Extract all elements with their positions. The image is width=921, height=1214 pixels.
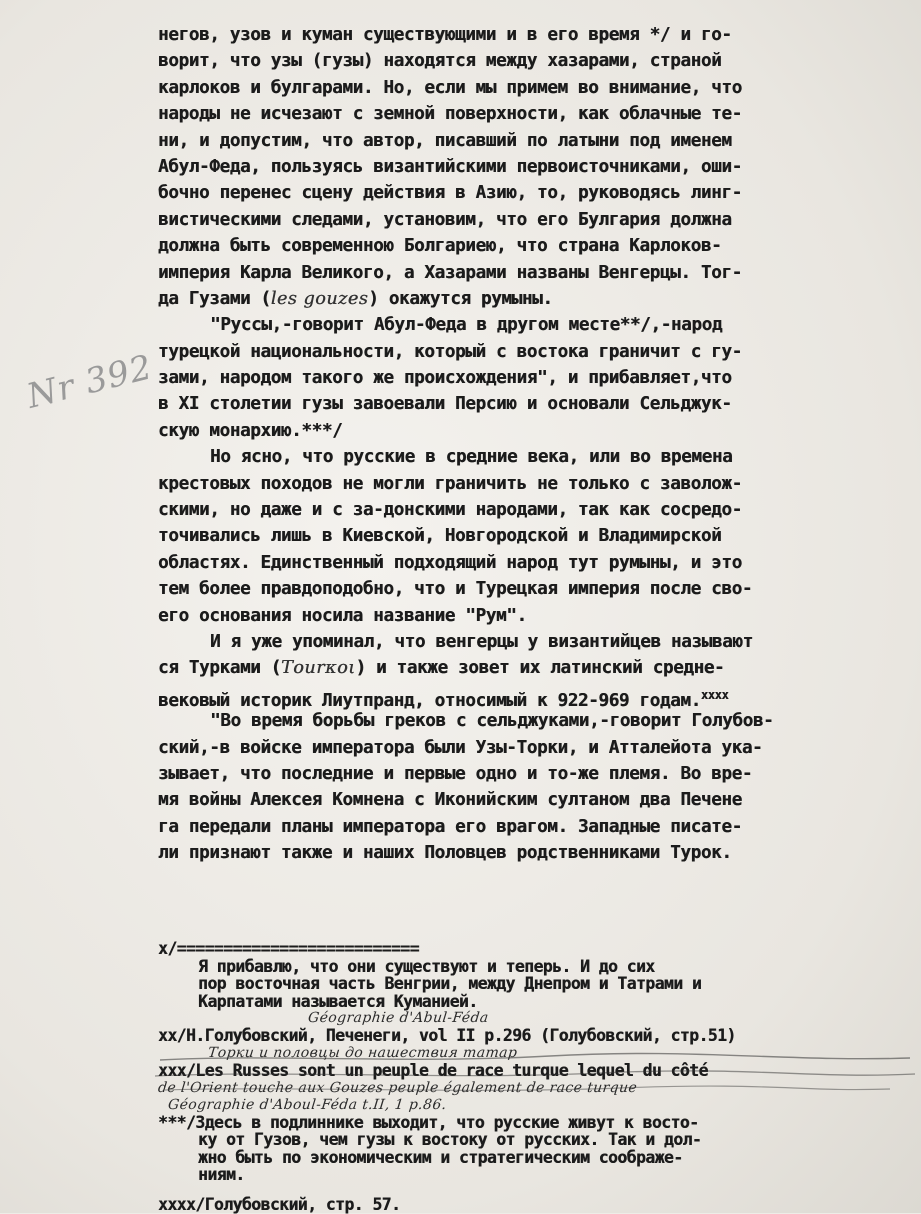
text-line: ский,-в войске императора были Узы-Торки, и Атталейота ука-	[158, 737, 763, 758]
footnote-separator: x/==========================	[158, 939, 419, 958]
text-line: И я уже упоминал, что венгерцы у византийцев называют	[210, 631, 753, 652]
text-line: в XI столетии гузы завоевали Персию и основали Сельджук-	[158, 394, 732, 415]
text-line: ворит, что узы (гузы) находятся между хазарами, страной	[158, 51, 722, 72]
text-line: "Во время борьбы греков с сельджуками,-говорит Голубов-	[210, 711, 774, 732]
text-line: скую монархию.***/	[158, 420, 343, 441]
text-line: ли признают также и наших Половцев родственниками Турок.	[158, 843, 732, 864]
text-line: должна быть современною Болгариею, что страна Карлоков-	[158, 236, 722, 257]
text-line: да Гузами (les gouzes) окажутся румыны.	[158, 288, 553, 309]
handwritten-note: Géographie d'Aboul-Féda t.II, 1 p.86.	[167, 1096, 448, 1113]
text-line: зывает, что последние и первые одно и то-же племя. Во вре-	[158, 763, 753, 784]
footnote-line: xxx/Les Russes sont un peuple de race turque lequel du côté	[158, 1060, 708, 1080]
text-line: точивались лишь в Киевской, Новгородской и Владимирской	[158, 526, 722, 547]
handwritten-note: Géographie d'Abul-Féda	[307, 1010, 490, 1027]
text-line: крестовых походов не могли граничить не только с заволож-	[158, 473, 742, 494]
footnote-line: Карпатами называется Куманией.	[198, 991, 478, 1011]
text-fragment: окажутся румыны.	[378, 288, 553, 309]
text-fragment: вековый историк Лиутпранд, относимый к 922-969 годам.	[158, 690, 701, 711]
text-line: турецкой национальности, который с востока граничит с гу-	[158, 341, 742, 362]
text-line: мя войны Алексея Комнена с Иконийским султаном два Печене	[158, 790, 742, 811]
handwritten-note: de l'Orient touche aux Gouzes peuple également de race turque	[157, 1079, 639, 1096]
main-text	[158, 22, 914, 867]
footnote-line: Я прибавлю, что они существуют и теперь. И до сих	[198, 956, 655, 976]
text-line: зами, народом такого же происхождения", и прибавляет,что	[158, 368, 732, 389]
footnote-line: жно быть по экономическим и стратегическим соображе-	[198, 1147, 683, 1167]
text-line: га передали планы императора его врагом. Западные писате-	[158, 816, 742, 837]
footnote-line: xx/Н.Голубовский, Печенеги, vol II p.296 (Голубовский, стр.51)	[158, 1026, 736, 1046]
text-fragment: и также зовет их латинский средне-	[365, 658, 725, 679]
handwritten-tourkoi: Τοurκοι	[280, 658, 356, 679]
text-line: вистическими следами, установим, что его Булгария должна	[158, 209, 732, 230]
footnotes	[158, 940, 914, 1214]
text-line: ни, и допустим, что автор, писавший по латыни под именем	[158, 130, 732, 151]
margin-archive-mark: Nr 392	[23, 347, 157, 417]
text-line: бочно перенес сцену действия в Азию, то, руководясь линг-	[158, 183, 742, 204]
text-line: народы не исчезают с земной поверхности, как облачные те-	[158, 104, 742, 125]
footnote-line: пор восточная часть Венгрии, между Днепром и Татрами и	[198, 974, 702, 994]
text-line: областях. Единственный подходящий народ тут румыны, и это	[158, 552, 742, 573]
handwritten-les-gouzes: les gouzes	[270, 288, 369, 309]
text-line: империя Карла Великого, а Хазарами названы Венгерцы. Тог-	[158, 262, 742, 283]
handwritten-note: Торки и половцы до нашествия татар	[207, 1044, 519, 1061]
text-line: карлоков и булгарами. Но, если мы примем во внимание, что	[158, 77, 742, 98]
text-line: ся Турками (Τοurκοι) и также зовет их латинский средне-	[158, 658, 725, 679]
text-line: его основания носила название "Рум".	[158, 605, 527, 626]
footnote-line: ниям.	[198, 1165, 245, 1185]
footnote-line: ку от Гузов, чем гузы к востоку от русских. Так и дол-	[198, 1130, 702, 1150]
text-line: "Руссы,-говорит Абул-Феда в другом месте**/,-народ	[210, 315, 723, 336]
text-line: Но ясно, что русские в средние века, или во времена	[210, 447, 733, 468]
footnote-mark: xxxx	[700, 687, 729, 702]
text-fragment: да Гузами	[158, 288, 251, 309]
footnote-line: ***/Здесь в подлиннике выходит, что русские живут к восто-	[158, 1112, 699, 1132]
text-line: Абул-Феда, пользуясь византийскими первоисточниками, оши-	[158, 156, 742, 177]
text-line: тем более правдоподобно, что и Турецкая империя после сво-	[158, 579, 753, 600]
text-line: негов, узов и куман существующими и в его время */ и го-	[158, 25, 732, 45]
text-line	[158, 682, 914, 711]
text-fragment: ся Турками	[158, 658, 261, 679]
footnote-line: xxxx/Голубовский, стр. 57.	[158, 1194, 401, 1214]
text-line: скими, но даже и с за-донскими народами, так как сосредо-	[158, 500, 742, 521]
